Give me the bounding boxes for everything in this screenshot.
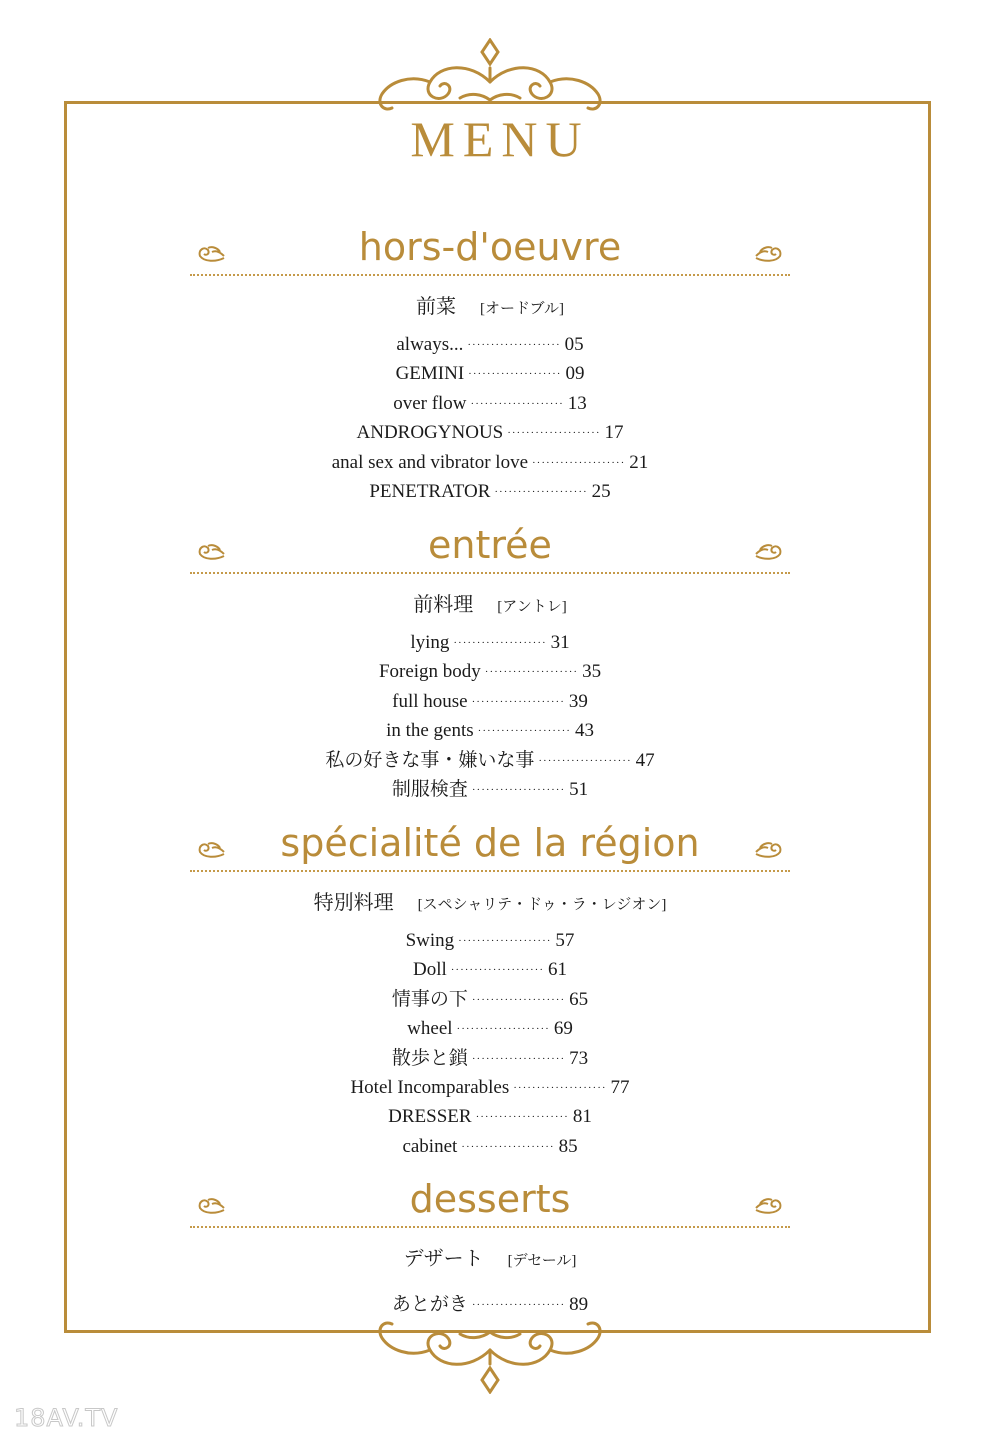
leader-dots: ····················: [471, 695, 565, 708]
entry-title: cabinet: [402, 1135, 458, 1157]
entry-page: 61: [548, 959, 568, 981]
section-title: entrée: [428, 523, 552, 567]
leader-dots: ····················: [484, 666, 579, 679]
leader-dots: ····················: [494, 485, 588, 498]
entry-page: 39: [568, 690, 588, 712]
entry-page: 47: [635, 749, 655, 771]
entry-page: 81: [572, 1106, 592, 1128]
section-specialite: [190, 820, 790, 1161]
entry-page: 21: [629, 451, 649, 473]
leader-dots: ····················: [471, 783, 566, 796]
entry-page: 69: [553, 1018, 573, 1040]
leader-dots: ····················: [471, 1052, 566, 1065]
entry-title: Foreign body: [378, 661, 481, 683]
toc-entry[interactable]: [190, 330, 790, 359]
section-desserts: [190, 1176, 790, 1319]
dotted-divider: [190, 572, 790, 574]
entry-page: 85: [558, 1135, 578, 1157]
toc-entry[interactable]: [190, 775, 790, 804]
entry-title: in the gents: [386, 720, 474, 742]
toc-entry[interactable]: [190, 1132, 790, 1161]
menu-title: MENU: [410, 111, 590, 167]
leader-dots: ····················: [458, 934, 552, 947]
toc-entry[interactable]: [190, 1073, 790, 1102]
toc-entry[interactable]: [190, 418, 790, 447]
entry-title: ANDROGYNOUS: [356, 422, 504, 444]
subtitle-reading: [スペシャリテ・ドゥ・ラ・レジオン]: [417, 897, 667, 913]
toc-entry[interactable]: [190, 716, 790, 745]
toc-entry[interactable]: [190, 1014, 790, 1043]
entry-title: Doll: [412, 959, 447, 981]
entry-page: 17: [604, 422, 624, 444]
leader-dots: ····················: [471, 993, 566, 1006]
entry-title: full house: [392, 690, 468, 712]
leader-dots: ····················: [468, 368, 562, 381]
toc-entry[interactable]: [190, 359, 790, 388]
subtitle-japanese: デザート: [403, 1248, 484, 1270]
subtitle-reading: [オードブル]: [480, 301, 564, 317]
toc-entry[interactable]: [190, 746, 790, 775]
entry-title: あとがき: [391, 1294, 468, 1315]
section-title: hors-d'oeuvre: [358, 225, 622, 269]
subtitle-japanese: 特別料理: [313, 892, 394, 914]
wing-right-icon: [752, 840, 784, 860]
toc-entry[interactable]: [190, 628, 790, 657]
entry-page: 09: [565, 363, 585, 385]
subtitle-japanese: 前料理: [413, 594, 474, 616]
entry-title: 制服検査: [391, 778, 468, 800]
entry-title: anal sex and vibrator love: [331, 451, 528, 473]
toc-entry[interactable]: [190, 955, 790, 984]
dotted-divider: [190, 870, 790, 872]
entry-title: GEMINI: [395, 363, 465, 385]
wing-right-icon: [752, 244, 784, 264]
entry-title: 散歩と鎖: [391, 1047, 468, 1069]
section-subtitle: [190, 886, 790, 916]
toc-entry[interactable]: [190, 926, 790, 955]
toc-entry[interactable]: [190, 1102, 790, 1131]
section-hors-doeuvre: [190, 224, 790, 506]
section-subtitle: [190, 588, 790, 618]
entry-title: over flow: [393, 392, 467, 414]
leader-dots: ····················: [532, 456, 626, 469]
leader-dots: ····················: [450, 964, 545, 977]
entry-page: 31: [550, 632, 570, 653]
entry-page: 13: [567, 392, 587, 414]
section-header: [190, 1176, 790, 1234]
entry-page: 43: [574, 720, 594, 742]
section-header: [190, 820, 790, 878]
entry-page: 35: [582, 661, 602, 683]
section-subtitle: [190, 290, 790, 320]
leader-dots: ····················: [470, 397, 564, 410]
subtitle-japanese: 前菜: [416, 296, 457, 318]
entry-title: DRESSER: [388, 1106, 472, 1128]
section-subtitle: [190, 1242, 790, 1272]
wing-right-icon: [752, 542, 784, 562]
entry-title: 私の好きな事・嫌いな事: [325, 749, 535, 771]
entry-page: 51: [569, 778, 589, 800]
watermark: 18AV.TV: [14, 1404, 119, 1432]
leader-dots: ····················: [461, 1140, 555, 1153]
toc-entry[interactable]: [190, 448, 790, 477]
subtitle-reading: [デセール]: [507, 1253, 577, 1269]
section-header: [190, 224, 790, 282]
leader-dots: ····················: [471, 1298, 566, 1311]
leader-dots: ····················: [507, 427, 601, 440]
entry-page: 05: [564, 334, 584, 355]
leader-dots: ····················: [538, 754, 632, 767]
entry-title: always...: [396, 334, 464, 355]
toc-entry[interactable]: [190, 687, 790, 716]
toc-entry[interactable]: [190, 477, 790, 506]
dotted-divider: [190, 274, 790, 276]
entry-list: [190, 926, 790, 1161]
entry-title: lying: [410, 632, 450, 653]
entry-title: 情事の下: [391, 988, 468, 1010]
leader-dots: ····················: [475, 1111, 569, 1124]
dotted-divider: [190, 1226, 790, 1228]
section-title: spécialité de la région: [280, 821, 700, 865]
entry-title: wheel: [407, 1018, 453, 1040]
entry-page: 25: [591, 480, 611, 502]
entry-page: 77: [610, 1076, 630, 1098]
entry-title: Swing: [405, 930, 455, 951]
entry-page: 73: [569, 1047, 589, 1069]
toc-entry[interactable]: [190, 389, 790, 418]
entry-page: 89: [569, 1294, 589, 1315]
leader-dots: ····················: [456, 1023, 550, 1036]
leader-dots: ····················: [467, 338, 561, 351]
toc-entry[interactable]: [190, 657, 790, 686]
section-header: [190, 522, 790, 580]
entry-page: 65: [569, 988, 589, 1010]
toc-entry[interactable]: [190, 1044, 790, 1073]
entry-list: [190, 628, 790, 804]
entry-title: PENETRATOR: [369, 480, 491, 502]
section-title: desserts: [409, 1177, 571, 1221]
leader-dots: ····················: [513, 1081, 607, 1094]
entry-title: Hotel Incomparables: [350, 1076, 510, 1098]
wing-right-icon: [752, 1196, 784, 1216]
subtitle-reading: [アントレ]: [497, 599, 567, 615]
toc-entry[interactable]: [190, 985, 790, 1014]
entry-list: [190, 330, 790, 506]
entry-page: 57: [555, 930, 575, 951]
section-entree: [190, 522, 790, 804]
leader-dots: ····················: [453, 636, 547, 649]
leader-dots: ····················: [477, 725, 571, 738]
bottom-ornament: [370, 1304, 610, 1394]
